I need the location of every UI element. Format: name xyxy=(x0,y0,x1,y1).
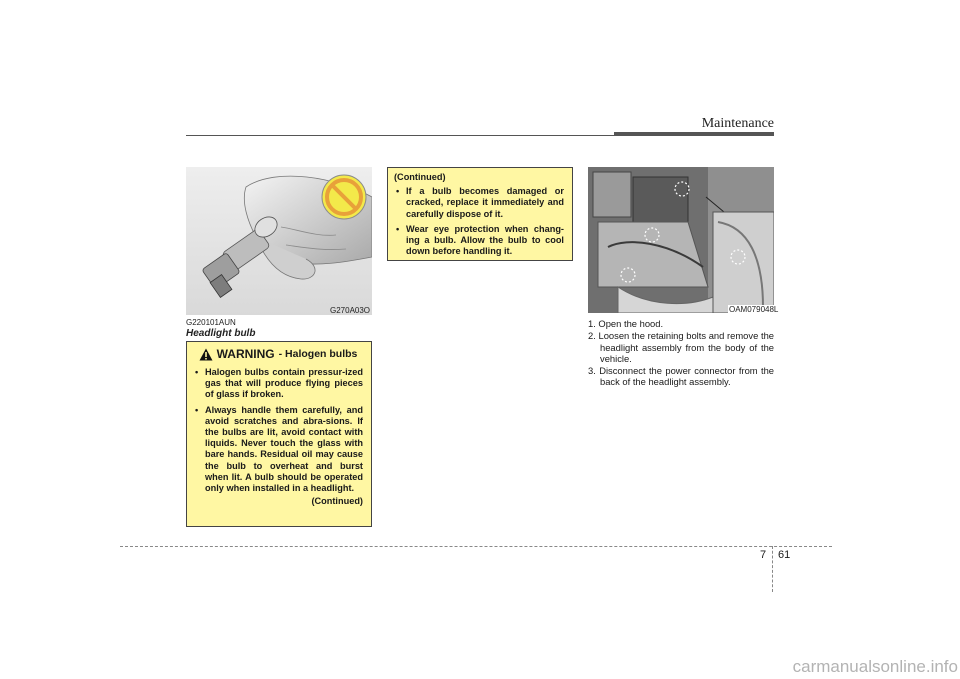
warning-continued: (Continued) xyxy=(311,496,363,507)
step-item: 2. Loosen the retaining bolts and remove the headlight assembly from the body of the vehicle. xyxy=(588,330,774,364)
warning-heading xyxy=(193,348,363,361)
continued-list xyxy=(394,186,564,257)
bulb-handling-svg xyxy=(186,167,372,315)
page-number: 61 xyxy=(778,549,791,561)
continued-heading: (Continued) xyxy=(394,172,446,182)
section-code: G220101AUN xyxy=(186,318,236,327)
watermark xyxy=(0,657,960,677)
continued-warning-box xyxy=(387,167,573,261)
warning-subtitle: - Halogen bulbs xyxy=(278,347,358,360)
footer-divider xyxy=(772,546,773,592)
steps-list xyxy=(588,318,774,388)
headlight-assembly-illustration xyxy=(588,167,774,313)
header-rule-accent xyxy=(614,132,774,136)
warning-bullet: • Halogen bulbs contain pressur-ized gas that will produce flying pieces of glass if broken. xyxy=(193,367,363,401)
warning-list xyxy=(193,367,363,494)
figure-caption-right: OAM079048L xyxy=(729,305,779,314)
continued-bullet: • Wear eye protection when chang-ing a bulb. Allow the bulb to cool down before handling it. xyxy=(394,224,564,258)
warning-bullet: • Always handle them carefully, and avoid scratches and abra-sions. If the bulbs are lit, avoid contact with liquids. Never touch the glass with bare hands. Residual oil may cause the bulb to overheat and burst when lit. A bulb should be operated only when installed in a headlight. xyxy=(193,405,363,495)
continued-bullet: • If a bulb becomes damaged or cracked, replace it immediately and carefully dispose of it. xyxy=(394,186,564,220)
chapter-number: 7 xyxy=(760,549,767,561)
section-title: Headlight bulb xyxy=(186,328,256,339)
procedure-steps xyxy=(588,318,774,389)
step-item: 1. Open the hood. xyxy=(588,318,664,329)
step-item: 3. Disconnect the power connector from the back of the headlight assembly. xyxy=(588,365,774,388)
headlight-assembly-svg xyxy=(588,167,774,313)
page-header-title: Maintenance xyxy=(701,116,774,131)
footer-rule xyxy=(120,546,832,547)
warning-triangle-icon xyxy=(199,348,213,361)
warning-box xyxy=(186,341,372,527)
bulb-handling-illustration xyxy=(186,167,372,315)
figure-caption-left: G270A03O xyxy=(330,306,371,315)
watermark-text: carmanualsonline.info xyxy=(792,657,958,676)
warning-label: WARNING xyxy=(216,346,275,361)
